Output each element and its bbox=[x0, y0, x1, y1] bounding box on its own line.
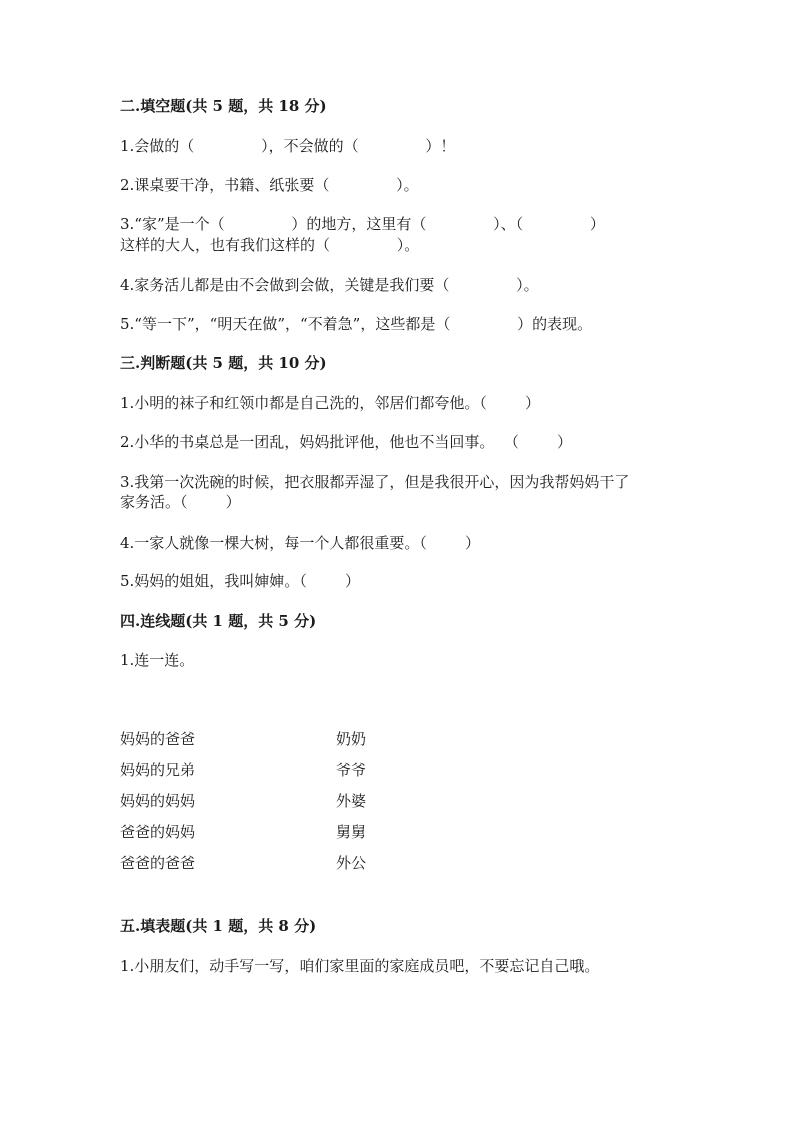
match-left-item: 爸爸的妈妈 bbox=[120, 823, 196, 841]
section-3-heading: 三.判断题(共 5 题，共 10 分) bbox=[120, 354, 327, 372]
question-3-5: 5.妈妈的姐姐，我叫婶婶。（ ） bbox=[120, 572, 360, 590]
match-right-item: 外婆 bbox=[336, 792, 367, 810]
question-2-4: 4.家务活儿都是由不会做到会做，关键是我们要（ ）。 bbox=[120, 276, 539, 294]
match-left-item: 妈妈的兄弟 bbox=[120, 761, 196, 779]
section-2-heading: 二.填空题(共 5 题，共 18 分) bbox=[120, 97, 327, 115]
question-3-2: 2.小华的书桌总是一团乱，妈妈批评他，他也不当回事。 （ ） bbox=[120, 433, 572, 451]
question-3-3-line2: 家务活。（ ） bbox=[120, 493, 241, 511]
question-2-3-line1: 3.“家”是一个（ ）的地方，这里有（ ）、（ ） bbox=[120, 215, 605, 233]
question-3-4: 4.一家人就像一棵大树，每一个人都很重要。（ ） bbox=[120, 534, 480, 552]
question-2-3-line2: 这样的大人，也有我们这样的（ ）。 bbox=[120, 236, 420, 254]
question-2-1: 1.会做的（ ），不会做的（ ）！ bbox=[120, 137, 456, 155]
match-right-item: 奶奶 bbox=[336, 730, 367, 748]
question-2-5: 5.“等一下”，“明天在做”，“不着急”，这些都是（ ）的表现。 bbox=[120, 315, 593, 333]
match-right-item: 舅舅 bbox=[336, 823, 367, 841]
match-left-item: 妈妈的妈妈 bbox=[120, 792, 196, 810]
question-4-1: 1.连一连。 bbox=[120, 651, 195, 669]
section-5-heading: 五.填表题(共 1 题，共 8 分) bbox=[120, 917, 317, 935]
question-5-1: 1.小朋友们，动手写一写，咱们家里面的家庭成员吧，不要忘记自己哦。 bbox=[120, 957, 600, 975]
match-right-item: 外公 bbox=[336, 854, 367, 872]
question-3-3-line1: 3.我第一次洗碗的时候，把衣服都弄湿了，但是我很开心，因为我帮妈妈干了 bbox=[120, 473, 630, 491]
section-4-heading: 四.连线题(共 1 题，共 5 分) bbox=[120, 612, 317, 630]
match-right-item: 爷爷 bbox=[336, 761, 367, 779]
match-left-item: 妈妈的爸爸 bbox=[120, 730, 196, 748]
question-3-1: 1.小明的袜子和红领巾都是自己洗的，邻居们都夸他。（ ） bbox=[120, 394, 540, 412]
question-2-2: 2.课桌要干净，书籍、纸张要（ ）。 bbox=[120, 176, 419, 194]
match-left-item: 爸爸的爸爸 bbox=[120, 854, 196, 872]
